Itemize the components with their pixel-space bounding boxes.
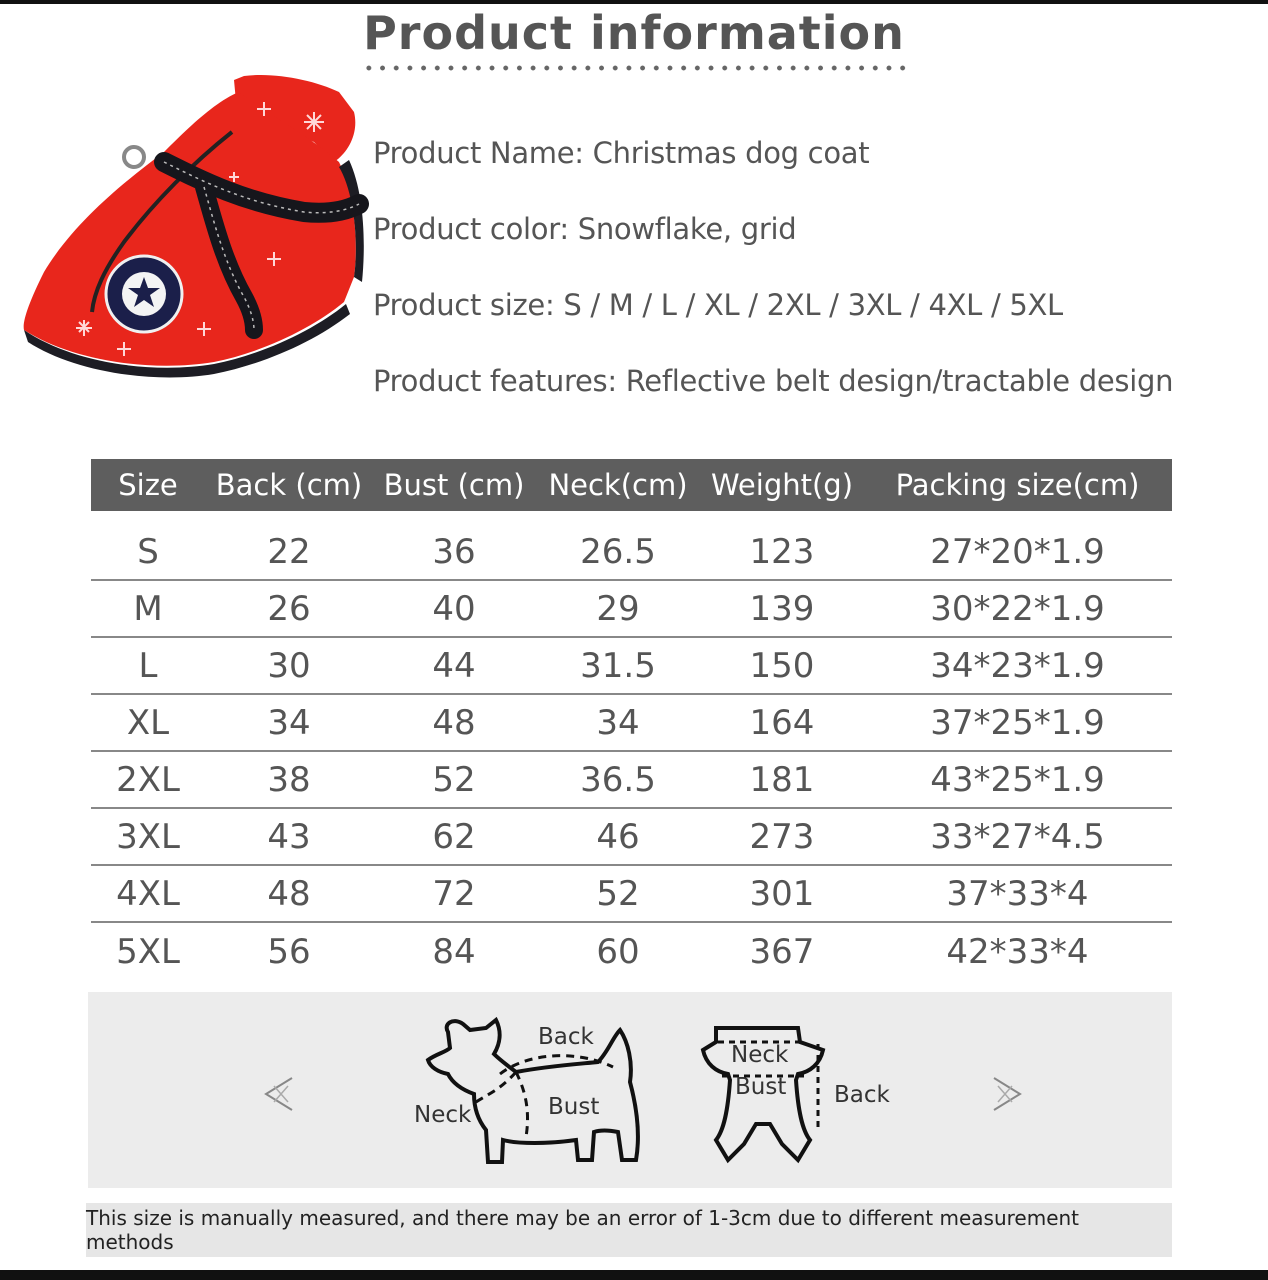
title-dotted-underline [362, 64, 910, 72]
cell-bust: 84 [432, 931, 476, 972]
cell-size: 2XL [116, 759, 180, 800]
cell-neck: 46 [596, 816, 640, 857]
cell-bust: 72 [432, 873, 476, 914]
cell-back: 56 [267, 931, 311, 972]
cell-neck: 36.5 [580, 759, 656, 800]
product-name-text: Product Name: Christmas dog coat [373, 136, 870, 170]
cell-packing-size: 43*25*1.9 [930, 759, 1105, 800]
cell-packing-size: 27*20*1.9 [930, 532, 1105, 572]
cell-bust: 48 [432, 702, 476, 743]
table-row [91, 581, 1172, 638]
header-bust: Bust (cm) [383, 468, 525, 502]
header-packing-size: Packing size(cm) [895, 468, 1140, 502]
cell-back: 26 [267, 588, 311, 629]
table-row [91, 638, 1172, 695]
cell-weight: 273 [749, 816, 815, 857]
header-back: Back (cm) [215, 468, 363, 502]
cell-size: 5XL [116, 931, 180, 972]
cell-neck: 26.5 [580, 532, 656, 572]
measurement-note: This size is manually measured, and there may be an error of 1-3cm due to different measurement methods [86, 1203, 1172, 1257]
table-row [91, 809, 1172, 866]
cell-back: 38 [267, 759, 311, 800]
cell-weight: 181 [749, 759, 815, 800]
cell-weight: 139 [749, 588, 815, 629]
cell-size: XL [126, 702, 170, 743]
cell-back: 22 [267, 532, 311, 572]
cell-neck: 31.5 [580, 645, 656, 686]
chevron-left-icon[interactable] [258, 1072, 298, 1116]
cell-size: L [138, 645, 158, 686]
dog-side-diagram [408, 1012, 658, 1172]
product-features-text: Product features: Reflective belt design/tractable design [373, 364, 1174, 398]
cell-packing-size: 37*33*4 [946, 873, 1089, 914]
header-size: Size [118, 468, 178, 502]
cell-size: S [137, 532, 159, 572]
table-row [91, 866, 1172, 923]
cell-back: 34 [267, 702, 311, 743]
cell-bust: 44 [432, 645, 476, 686]
cell-neck: 29 [596, 588, 640, 629]
cell-bust: 36 [432, 532, 476, 572]
coat-bust-label: Bust [735, 1074, 787, 1100]
dog-neck-label: Neck [414, 1102, 472, 1128]
measurement-diagram-panel [88, 992, 1172, 1188]
cell-packing-size: 42*33*4 [946, 931, 1089, 972]
size-table [91, 459, 1172, 980]
product-size-text: Product size: S / M / L / XL / 2XL / 3XL / 4XL / 5XL [373, 288, 1063, 322]
cell-packing-size: 30*22*1.9 [930, 588, 1105, 629]
table-row [91, 695, 1172, 752]
coat-neck-label: Neck [731, 1042, 789, 1068]
cell-back: 43 [267, 816, 311, 857]
dog-bust-label: Bust [548, 1094, 600, 1120]
cell-bust: 62 [432, 816, 476, 857]
coat-back-label: Back [834, 1082, 890, 1108]
cell-weight: 164 [749, 702, 815, 743]
cell-weight: 123 [749, 532, 815, 572]
chevron-right-icon[interactable] [988, 1072, 1028, 1116]
cell-back: 48 [267, 873, 311, 914]
cell-size: M [133, 588, 163, 629]
cell-neck: 60 [596, 931, 640, 972]
cell-packing-size: 37*25*1.9 [930, 702, 1105, 743]
cell-weight: 150 [749, 645, 815, 686]
product-image [14, 72, 374, 392]
table-row [91, 511, 1172, 581]
dog-back-label: Back [538, 1024, 594, 1050]
table-row [91, 923, 1172, 980]
cell-packing-size: 34*23*1.9 [930, 645, 1105, 686]
cell-neck: 52 [596, 873, 640, 914]
bottom-border [0, 1270, 1268, 1280]
table-row [91, 752, 1172, 809]
cell-bust: 52 [432, 759, 476, 800]
top-border [0, 0, 1268, 4]
cell-size: 3XL [116, 816, 180, 857]
cell-size: 4XL [116, 873, 180, 914]
product-color-text: Product color: Snowflake, grid [373, 212, 797, 246]
cell-packing-size: 33*27*4.5 [930, 816, 1105, 857]
cell-neck: 34 [596, 702, 640, 743]
cell-weight: 301 [749, 873, 815, 914]
table-header [91, 459, 1172, 511]
cell-weight: 367 [749, 931, 815, 972]
header-weight: Weight(g) [710, 468, 854, 502]
cell-back: 30 [267, 645, 311, 686]
header-neck: Neck(cm) [548, 468, 688, 502]
page-title: Product information [363, 6, 905, 60]
cell-bust: 40 [432, 588, 476, 629]
